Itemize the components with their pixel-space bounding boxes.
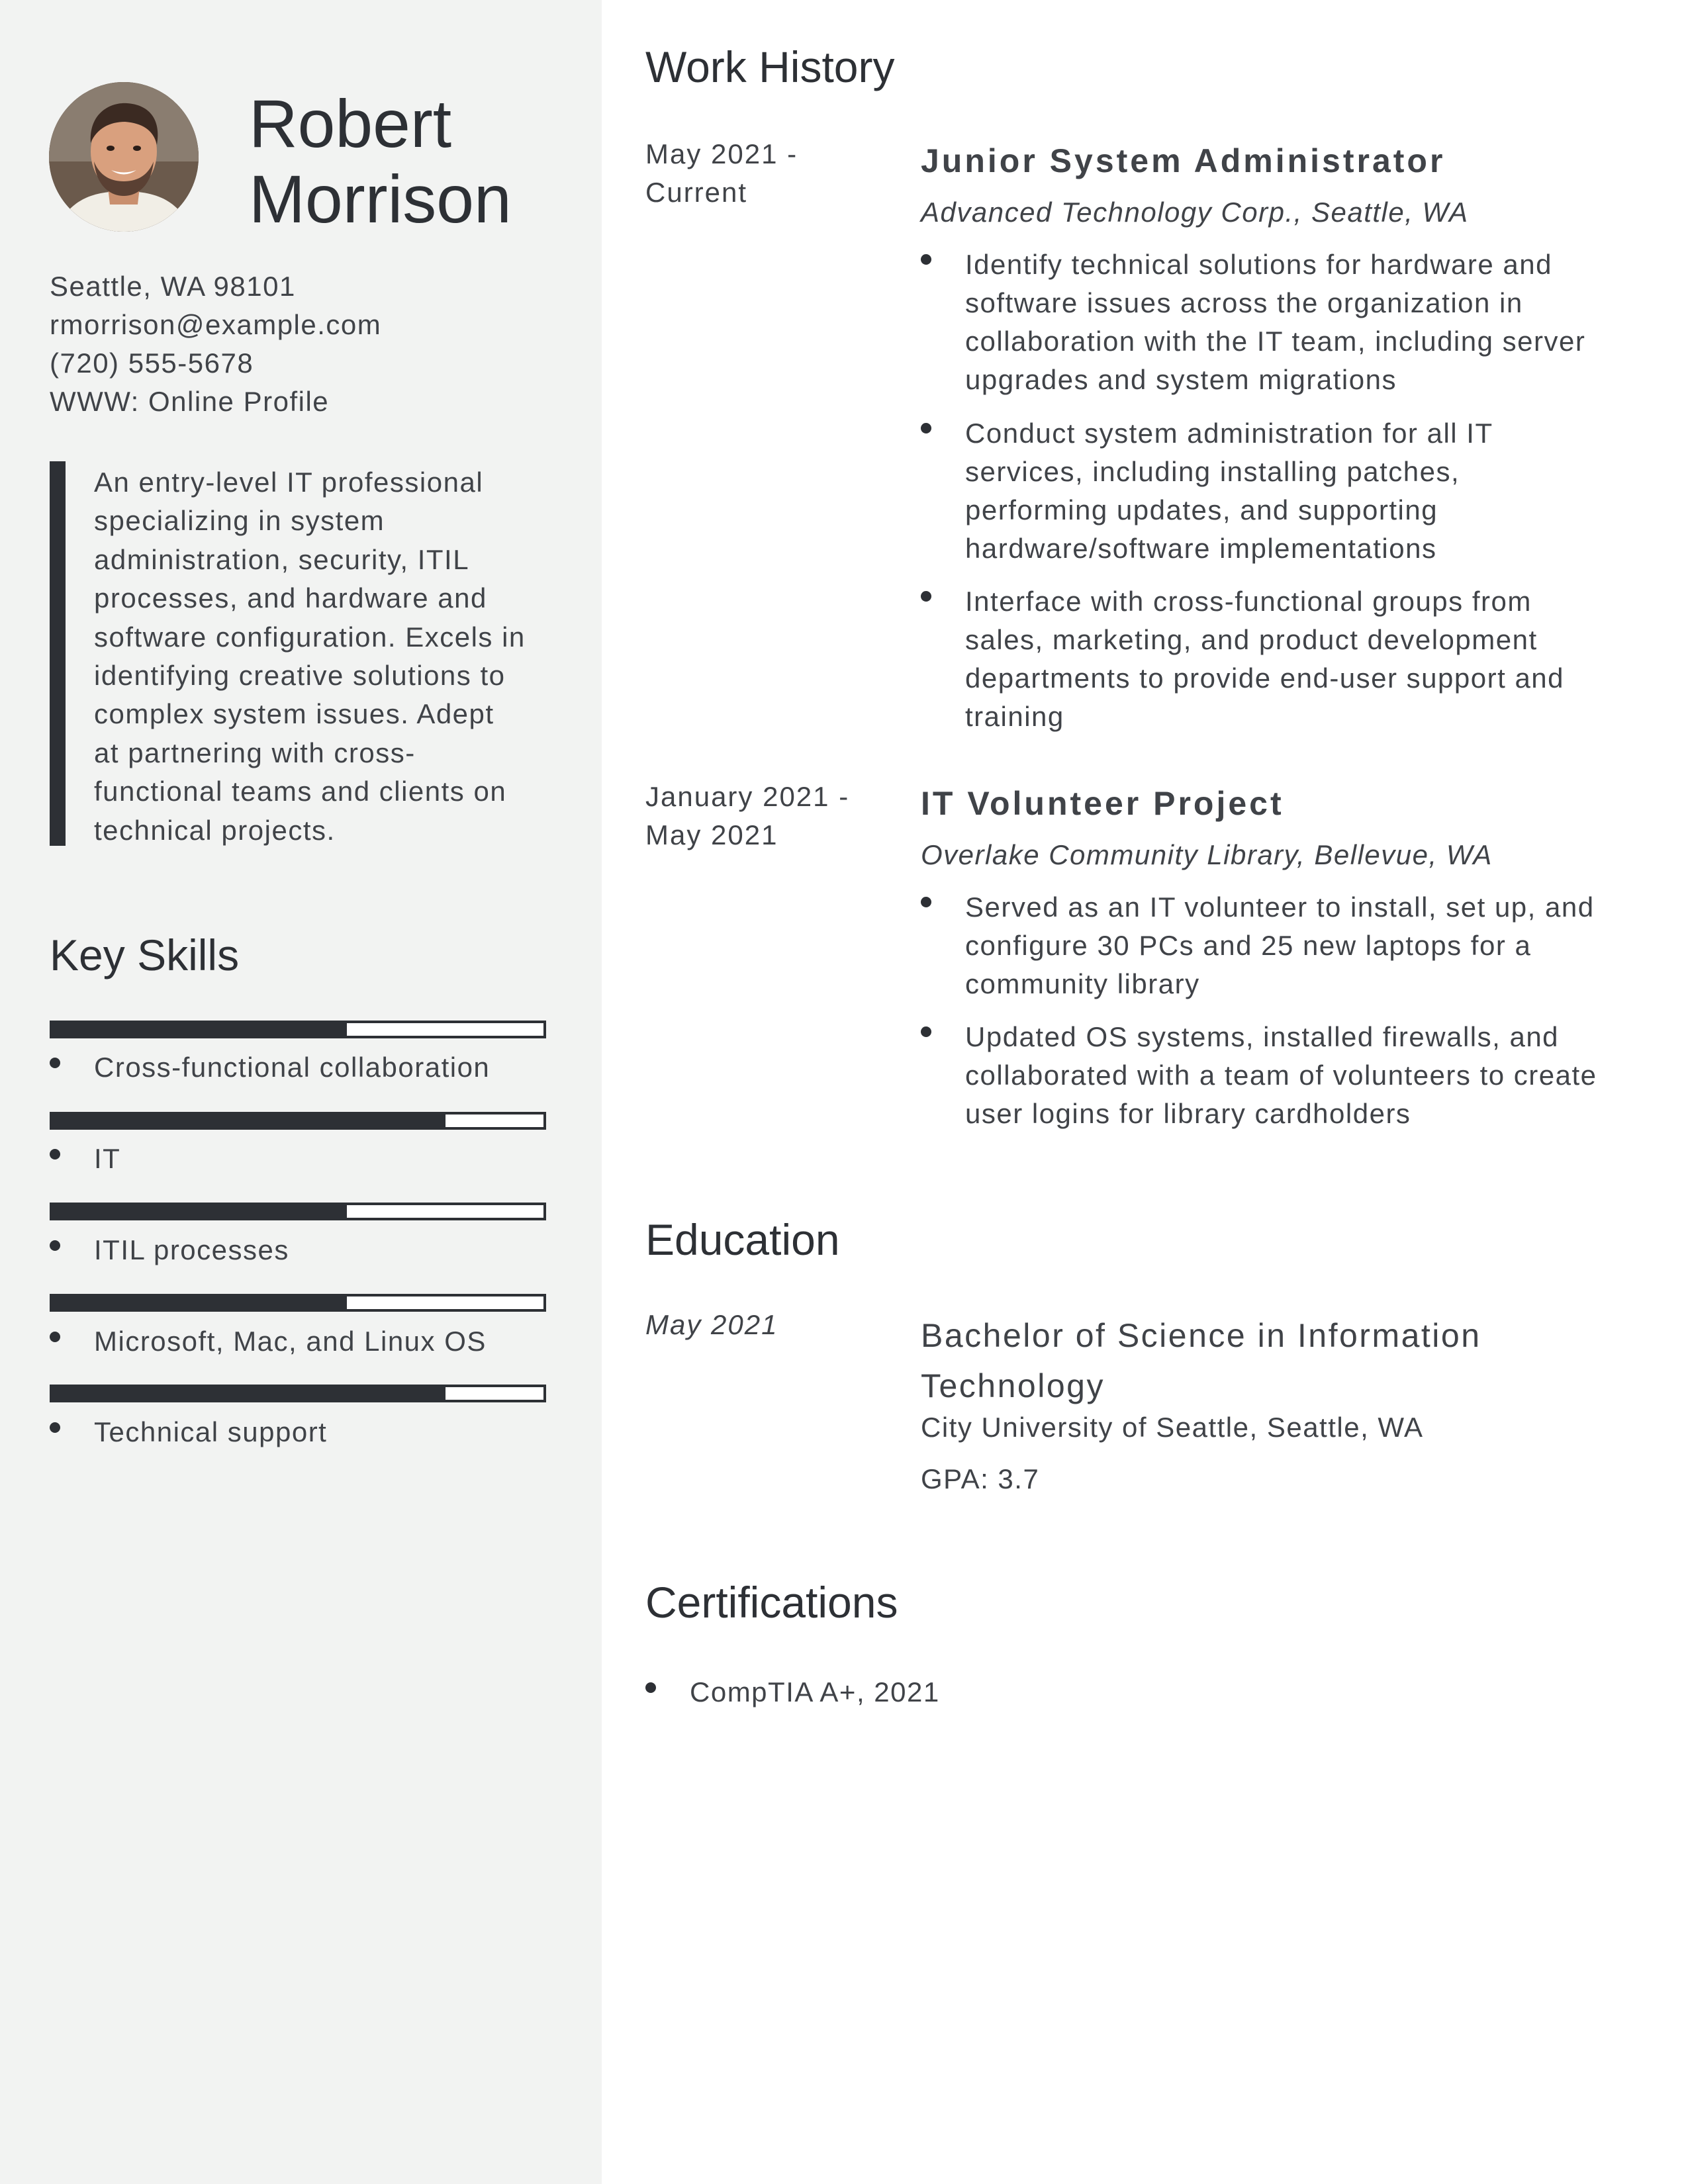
job-bullet-line: Interface with cross-functional groups from bbox=[965, 586, 1532, 617]
job-bullet-line: Identify technical solutions for hardware and bbox=[965, 249, 1552, 280]
job-bullet-line: configure 30 PCs and 25 new laptops for a bbox=[965, 930, 1532, 961]
summary-line: specializing in system bbox=[94, 505, 385, 537]
bullet-dot-icon bbox=[50, 1422, 60, 1433]
job-bullet-line: sales, marketing, and product development bbox=[965, 624, 1538, 655]
bullet-dot-icon bbox=[50, 1332, 60, 1342]
job-bullet-line: upgrades and system migrations bbox=[965, 364, 1397, 395]
person-avatar-icon bbox=[49, 82, 199, 232]
job-bullet bbox=[965, 414, 1493, 568]
job-bullet-line: Updated OS systems, installed firewalls, and bbox=[965, 1021, 1560, 1052]
job-dates bbox=[645, 135, 798, 212]
skill-label: Microsoft, Mac, and Linux OS bbox=[94, 1326, 487, 1357]
education-degree bbox=[921, 1310, 1481, 1411]
degree-line: Technology bbox=[921, 1367, 1105, 1404]
job-title: IT Volunteer Project bbox=[921, 785, 1284, 822]
skill-level-fill bbox=[52, 1115, 445, 1127]
bullet-dot-icon bbox=[50, 1058, 60, 1068]
job-bullet-line: software issues across the organization in bbox=[965, 287, 1523, 318]
skill-level-bar bbox=[50, 1203, 546, 1220]
bullet-dot-icon bbox=[921, 423, 931, 433]
job-bullet bbox=[965, 888, 1595, 1003]
job-date-line: January 2021 - bbox=[645, 781, 850, 812]
job-company: Overlake Community Library, Bellevue, WA bbox=[921, 839, 1493, 870]
job-bullet-line: collaboration with the IT team, including server bbox=[965, 326, 1586, 357]
skill-label: IT bbox=[94, 1143, 121, 1174]
summary-line: An entry-level IT professional bbox=[94, 467, 484, 498]
bullet-dot-icon bbox=[921, 1026, 931, 1037]
job-date-line: May 2021 bbox=[645, 819, 778, 850]
bullet-dot-icon bbox=[50, 1149, 60, 1160]
skill-level-fill bbox=[52, 1297, 347, 1309]
first-name: Robert bbox=[249, 86, 452, 161]
skill-level-fill bbox=[52, 1387, 445, 1400]
bullet-dot-icon bbox=[921, 591, 931, 602]
education-school: City University of Seattle, Seattle, WA bbox=[921, 1412, 1424, 1443]
job-bullet-line: departments to provide end-user support and bbox=[965, 662, 1565, 694]
job-bullet-line: collaborated with a team of volunteers to create bbox=[965, 1060, 1597, 1091]
job-bullet-line: training bbox=[965, 701, 1064, 732]
summary-line: functional teams and clients on bbox=[94, 776, 507, 807]
sidebar bbox=[0, 0, 602, 2184]
summary-line: identifying creative solutions to bbox=[94, 660, 506, 692]
bullet-dot-icon bbox=[645, 1682, 656, 1693]
professional-summary bbox=[94, 463, 551, 850]
skill-level-fill bbox=[52, 1205, 347, 1218]
certification-item: CompTIA A+, 2021 bbox=[690, 1676, 940, 1707]
job-dates bbox=[645, 778, 849, 854]
bullet-dot-icon bbox=[921, 254, 931, 265]
job-company: Advanced Technology Corp., Seattle, WA bbox=[921, 197, 1469, 228]
job-bullet bbox=[965, 1018, 1597, 1133]
contact-address: Seattle, WA 98101 bbox=[50, 271, 296, 302]
summary-line: processes, and hardware and bbox=[94, 582, 487, 614]
bullet-dot-icon bbox=[921, 897, 931, 907]
summary-line: software configuration. Excels in bbox=[94, 621, 526, 653]
skill-label: ITIL processes bbox=[94, 1234, 289, 1265]
job-title: Junior System Administrator bbox=[921, 142, 1446, 179]
skill-label: Technical support bbox=[94, 1416, 328, 1447]
skill-level-bar bbox=[50, 1112, 546, 1130]
bullet-dot-icon bbox=[50, 1240, 60, 1251]
education-heading: Education bbox=[645, 1215, 840, 1264]
summary-line: complex system issues. Adept bbox=[94, 698, 494, 730]
skill-label: Cross-functional collaboration bbox=[94, 1052, 491, 1083]
skill-level-bar bbox=[50, 1294, 546, 1312]
contact-website-link[interactable]: WWW: Online Profile bbox=[50, 386, 330, 417]
job-bullet bbox=[965, 246, 1585, 399]
job-date-line: Current bbox=[645, 177, 748, 208]
work-history-heading: Work History bbox=[645, 42, 895, 91]
skill-level-fill bbox=[52, 1023, 347, 1036]
last-name: Morrison bbox=[249, 161, 512, 237]
profile-photo bbox=[49, 82, 199, 232]
skill-level-bar bbox=[50, 1385, 546, 1402]
certifications-heading: Certifications bbox=[645, 1578, 898, 1627]
summary-line: administration, security, ITIL bbox=[94, 543, 470, 575]
contact-phone: (720) 555-5678 bbox=[50, 347, 254, 379]
summary-line: at partnering with cross- bbox=[94, 737, 416, 768]
degree-line: Bachelor of Science in Information bbox=[921, 1317, 1481, 1354]
job-bullet bbox=[965, 582, 1564, 736]
job-bullet-line: user logins for library cardholders bbox=[965, 1098, 1411, 1129]
job-bullet-line: community library bbox=[965, 968, 1200, 999]
job-bullet-line: performing updates, and supporting bbox=[965, 494, 1438, 525]
summary-line: technical projects. bbox=[94, 814, 336, 846]
job-date-line: May 2021 - bbox=[645, 138, 798, 169]
summary-accent-bar bbox=[50, 461, 66, 846]
job-bullet-line: services, including installing patches, bbox=[965, 456, 1460, 487]
contact-email[interactable]: rmorrison@example.com bbox=[50, 309, 382, 340]
job-bullet-line: Conduct system administration for all IT bbox=[965, 418, 1493, 449]
education-date: May 2021 bbox=[645, 1309, 778, 1340]
skills-heading: Key Skills bbox=[50, 931, 240, 979]
job-bullet-line: Served as an IT volunteer to install, set up, and bbox=[965, 891, 1595, 923]
skill-level-bar bbox=[50, 1021, 546, 1038]
education-gpa: GPA: 3.7 bbox=[921, 1463, 1040, 1494]
job-bullet-line: hardware/software implementations bbox=[965, 533, 1437, 564]
